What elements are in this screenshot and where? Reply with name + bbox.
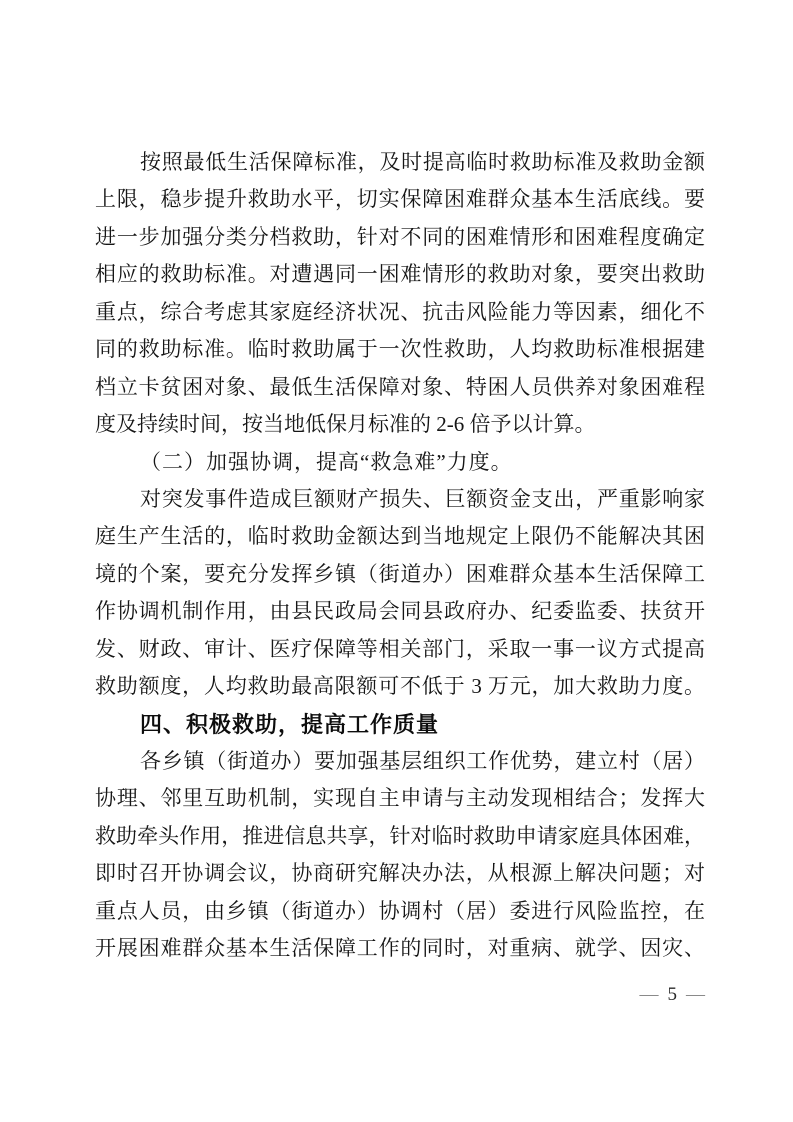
paragraph-line: 救助额度，人均救助最高限额可不低于 3 万元，加大救助力度。 [95, 674, 705, 699]
paragraph-line: 进一步加强分类分档救助，针对不同的困难情形和困难程度确定 [95, 224, 705, 249]
paragraph-line: 协理、邻里互助机制，实现自主申请与主动发现相结合；发挥大 [95, 786, 705, 811]
paragraph-line: 救助牵头作用，推进信息共享，针对临时救助申请家庭具体困难， [95, 823, 705, 848]
subsection-heading: （二）加强协调，提高“救急难”力度。 [140, 449, 513, 474]
paragraph-line: 开展困难群众基本生活保障工作的同时，对重病、就学、因灾、 [95, 936, 705, 961]
paragraph-line: 度及持续时间，按当地低保月标准的 2-6 倍予以计算。 [95, 412, 596, 437]
paragraph-line: 重点，综合考虑其家庭经济状况、抗击风险能力等因素，细化不 [95, 299, 705, 324]
paragraph-line: 上限，稳步提升救助水平，切实保障困难群众基本生活底线。要 [95, 187, 705, 212]
page-footer [95, 983, 705, 1007]
page-number: 5 [667, 983, 677, 1005]
paragraph-line: 境的个案，要充分发挥乡镇（街道办）困难群众基本生活保障工 [95, 561, 705, 586]
paragraph-line: 庭生产生活的，临时救助金额达到当地规定上限仍不能解决其困 [95, 524, 705, 549]
document-body [95, 144, 705, 968]
paragraph-line: 同的救助标准。临时救助属于一次性救助，人均救助标准根据建 [95, 337, 705, 362]
paragraph-line: 对突发事件造成巨额财产损失、巨额资金支出，严重影响家 [140, 486, 705, 511]
section-heading: 四、积极救助，提高工作质量 [140, 711, 440, 737]
footer-dash-left: — [639, 983, 659, 1005]
paragraph-line: 发、财政、审计、医疗保障等相关部门，采取一事一议方式提高 [95, 636, 705, 661]
paragraph-line: 相应的救助标准。对遭遇同一困难情形的救助对象，要突出救助 [95, 262, 705, 287]
footer-dash-right: — [686, 983, 705, 1005]
paragraph-line: 各乡镇（街道办）要加强基层组织工作优势，建立村（居） [140, 749, 705, 773]
paragraph-line: 按照最低生活保障标准，及时提高临时救助标准及救助金额 [140, 150, 705, 174]
paragraph-line: 重点人员，由乡镇（街道办）协调村（居）委进行风险监控，在 [95, 898, 705, 923]
paragraph-line: 档立卡贫困对象、最低生活保障对象、特困人员供养对象困难程 [95, 374, 705, 399]
paragraph-line: 作协调机制作用，由县民政局会同县政府办、纪委监委、扶贫开 [95, 599, 705, 624]
paragraph-line: 即时召开协调会议，协商研究解决办法，从根源上解决问题；对 [95, 861, 705, 886]
